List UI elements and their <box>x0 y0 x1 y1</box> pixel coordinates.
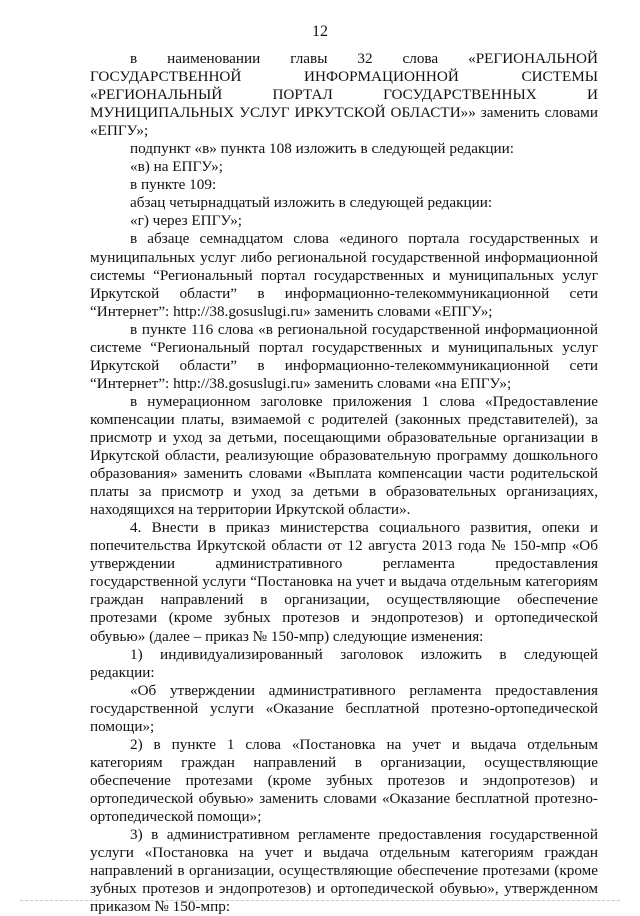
paragraph: в пункте 109: <box>130 176 217 194</box>
scan-edge-line <box>20 900 620 901</box>
paragraph: подпункт «в» пункта 108 изложить в следующей редакции: <box>130 140 514 158</box>
document-body <box>90 50 598 916</box>
page-number: 12 <box>312 23 328 40</box>
paragraph: 2) в пункте 1 слова «Постановка на учет и выдача отдельным категориям граждан направлений в организации, осуществляющие обеспечение протезами (кроме зубных протезов и эндопротезов) и ортопедической обувью» заменить словами «Оказание бесплатной протезно-ортопедической помощи»; <box>90 735 598 825</box>
paragraph: «в) на ЕПГУ»; <box>130 158 223 176</box>
paragraph: «г) через ЕПГУ»; <box>130 212 243 230</box>
paragraph: «Об утверждении административного регламента предоставления государственной услуги «Оказание бесплатной протезно-ортопедической помощи»; <box>90 681 598 735</box>
paragraph: в пункте 116 слова «в региональной государственной информационной системе “Региональный портал государственных и муниципальных услуг Иркутской области” в информационно-телекоммуникационной сети “Интернет”: http://38.gosuslugi.ru» заменить словами «на ЕПГУ»; <box>90 320 598 392</box>
paragraph: в наименовании главы 32 слова «РЕГИОНАЛЬНОЙ ГОСУДАРСТВЕННОЙ ИНФОРМАЦИОННОЙ СИСТЕМЫ «РЕГИОНАЛЬНЫЙ ПОРТАЛ ГОСУДАРСТВЕННЫХ И МУНИЦИПАЛЬНЫХ УСЛУГ ИРКУТСКОЙ ОБЛАСТИ»» заменить словами «ЕПГУ»; <box>90 50 598 140</box>
paragraph: 1) индивидуализированный заголовок изложить в следующей редакции: <box>90 645 598 681</box>
paragraph: абзац четырнадцатый изложить в следующей редакции: <box>130 194 493 212</box>
paragraph: в абзаце семнадцатом слова «единого портала государственных и муниципальных услуг либо региональной государственной информационной системы “Региональный портал государственных и муниципальных услуг Иркутской области” в информационно-телекоммуникационной сети “Интернет”: http://38.gosuslugi.ru» заменить словами «ЕПГУ»; <box>90 230 598 320</box>
paragraph: в нумерационном заголовке приложения 1 слова «Предоставление компенсации платы, взимаемой с родителей (законных представителей), за присмотр и уход за детьми, посещающими образовательные организации в Иркутской области, реализующие образовательную программу дошкольного образования» заменить словами «Выплата компенсации части родительской платы за присмотр и уход за детьми в образовательных организациях, находящихся на территории Иркутской области». <box>90 392 598 519</box>
paragraph: 3) в административном регламенте предоставления государственной услуги «Постановка на учет и выдача отдельным категориям граждан направлений в организации, осуществляющие обеспечение протезами (кроме зубных протезов и эндопротезов) и ортопедической обувью», утвержденном приказом № 150-мпр: <box>90 826 598 916</box>
paragraph: 4. Внести в приказ министерства социального развития, опеки и попечительства Иркутской области от 12 августа 2013 года № 150-мпр «Об утверждении административного регламента предоставления государственной услуги “Постановка на учет и выдача отдельным категориям граждан направлений в организации, осуществляющие обеспечение протезами (кроме зубных протезов и эндопротезов) и ортопедической обувью» (далее – приказ № 150-мпр) следующие изменения: <box>90 519 598 645</box>
